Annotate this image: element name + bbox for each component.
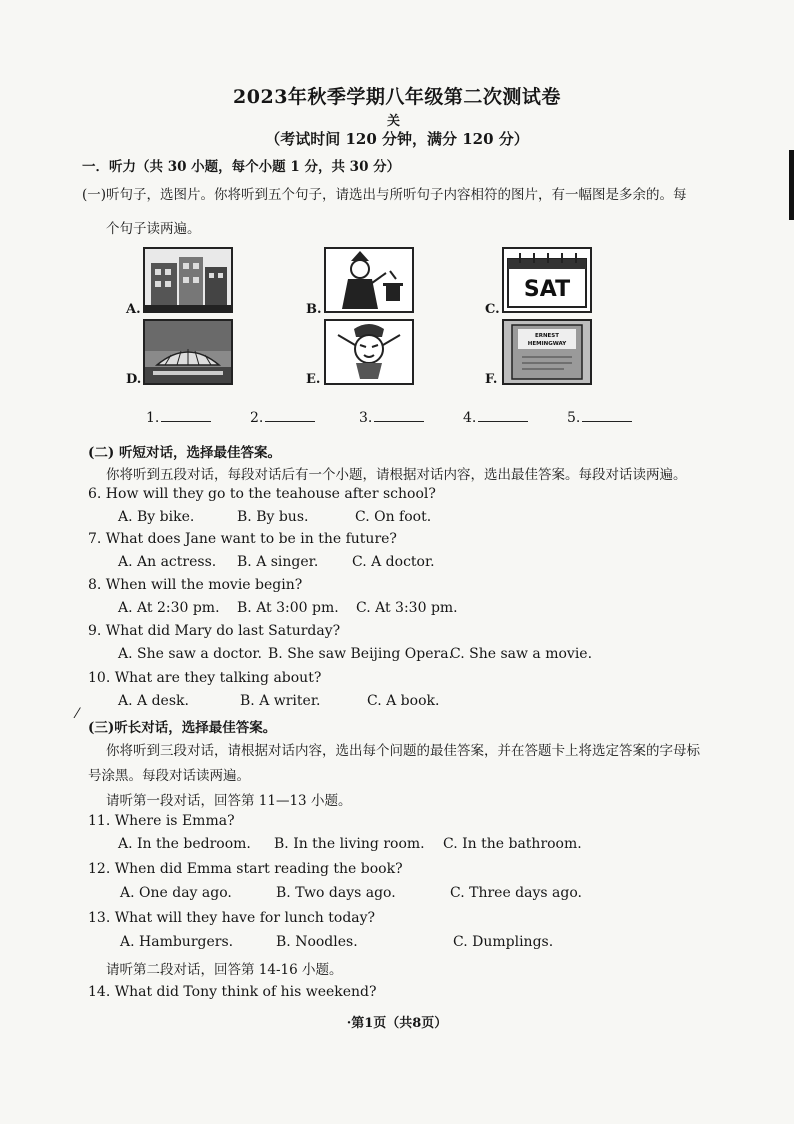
option-11c[interactable]: C. In the bathroom. [443, 836, 582, 852]
option-12a[interactable]: A. One day ago. [120, 885, 232, 901]
option-10c[interactable]: C. A book. [367, 693, 440, 709]
question-9: 9. What did Mary do last Saturday? [88, 623, 341, 639]
theater-icon [145, 321, 231, 383]
answer-blank-3[interactable] [359, 409, 424, 426]
option-6a[interactable]: A. By bike. [118, 509, 195, 525]
picture-label-b: B. [306, 302, 322, 317]
blank-line [265, 409, 315, 422]
picture-label-d: D. [126, 372, 142, 387]
picture-label-a: A. [126, 302, 141, 317]
question-10: 10. What are they talking about? [88, 670, 322, 686]
magician-picture [324, 247, 414, 313]
part3-instruction: 你将听到三段对话，请根据对话内容，选出每个问题的最佳答案，并在答题卡上将选定答案的字母标 [106, 743, 700, 759]
option-13a[interactable]: A. Hamburgers. [120, 934, 234, 950]
picture-label-f: F. [485, 372, 498, 387]
part2-instruction: 你将听到五段对话，每段对话后有一个小题，请根据对话内容，选出最佳答案。每段对话读两遍。 [106, 467, 687, 483]
option-10b[interactable]: B. A writer. [240, 693, 321, 709]
option-8c[interactable]: C. At 3:30 pm. [356, 600, 458, 616]
dialog2-note: 请听第二段对话，回答第 14-16 小题。 [106, 962, 343, 978]
blank-number: 3. [359, 410, 373, 426]
page-edge-mark [789, 150, 794, 220]
building-icon [145, 249, 231, 311]
option-7a[interactable]: A. An actress. [118, 554, 217, 570]
blank-number: 2. [250, 410, 264, 426]
option-13b[interactable]: B. Noodles. [276, 934, 358, 950]
calendar-day-text: SAT [523, 277, 571, 302]
section-heading: 一．听力（共 30 小题，每个小题 1 分，共 30 分） [82, 159, 401, 175]
answer-blank-4[interactable] [463, 409, 528, 426]
picture-label-c: C. [485, 302, 500, 317]
option-12c[interactable]: C. Three days ago. [450, 885, 582, 901]
book-icon [504, 321, 590, 383]
theater-picture [143, 319, 233, 385]
option-8b[interactable]: B. At 3:00 pm. [237, 600, 339, 616]
part3-heading: (三)听长对话，选择最佳答案。 [88, 720, 277, 736]
option-12b[interactable]: B. Two days ago. [276, 885, 396, 901]
blank-number: 5. [567, 410, 581, 426]
answer-blank-2[interactable] [250, 409, 315, 426]
dialog1-note: 请听第一段对话，回答第 11—13 小题。 [106, 793, 352, 809]
svg-text:HEMINGWAY: HEMINGWAY [527, 341, 567, 347]
answer-blank-5[interactable] [567, 409, 632, 426]
option-13c[interactable]: C. Dumplings. [453, 934, 554, 950]
part1-heading-cont: 个句子读两遍。 [106, 221, 201, 237]
calendar-picture [502, 247, 592, 313]
option-9a[interactable]: A. She saw a doctor. [118, 646, 263, 662]
svg-text:ERNEST: ERNEST [534, 333, 560, 339]
question-7: 7. What does Jane want to be in the future? [88, 531, 397, 547]
answer-blank-1[interactable] [146, 409, 211, 426]
exam-subtitle: （考试时间 120 分钟，满分 120 分） [265, 130, 529, 148]
building-picture [143, 247, 233, 313]
option-9b[interactable]: B. She saw Beijing Opera. [268, 646, 454, 662]
option-7c[interactable]: C. A doctor. [352, 554, 435, 570]
book-picture [502, 319, 592, 385]
picture-label-e: E. [306, 372, 321, 387]
question-8: 8. When will the movie begin? [88, 577, 303, 593]
option-7b[interactable]: B. A singer. [237, 554, 319, 570]
blank-line [478, 409, 528, 422]
option-11a[interactable]: A. In the bedroom. [118, 836, 251, 852]
opera-mask-icon [326, 321, 412, 383]
question-11: 11. Where is Emma? [88, 813, 235, 829]
question-13: 13. What will they have for lunch today? [88, 910, 376, 926]
blank-line [374, 409, 424, 422]
question-12: 12. When did Emma start reading the book? [88, 861, 403, 877]
exam-title: 2023年秋季学期八年级第二次测试卷 [233, 86, 561, 108]
part2-heading: (二) 听短对话，选择最佳答案。 [88, 445, 281, 461]
handwritten-mark: 关 [387, 114, 401, 129]
option-9c[interactable]: C. She saw a movie. [450, 646, 593, 662]
part1-heading: (一)听句子，选图片。你将听到五个句子，请选出与所听句子内容相符的图片，有一幅图是多余的。每 [82, 187, 687, 203]
blank-line [582, 409, 632, 422]
option-6c[interactable]: C. On foot. [355, 509, 432, 525]
option-6b[interactable]: B. By bus. [237, 509, 309, 525]
opera-mask-picture [324, 319, 414, 385]
option-10a[interactable]: A. A desk. [118, 693, 189, 709]
option-8a[interactable]: A. At 2:30 pm. [118, 600, 220, 616]
blank-number: 4. [463, 410, 477, 426]
page-number: ·第1页（共8页） [346, 1016, 448, 1031]
blank-line [161, 409, 211, 422]
blank-number: 1. [146, 410, 160, 426]
question-6: 6. How will they go to the teahouse after school? [88, 486, 436, 502]
part3-instruction-cont: 号涂黑。每段对话读两遍。 [88, 768, 250, 784]
calendar-icon [504, 249, 590, 311]
option-11b[interactable]: B. In the living room. [274, 836, 425, 852]
magician-icon [326, 249, 412, 311]
question-14: 14. What did Tony think of his weekend? [88, 984, 377, 1000]
pen-mark: ⁄ [76, 706, 79, 722]
